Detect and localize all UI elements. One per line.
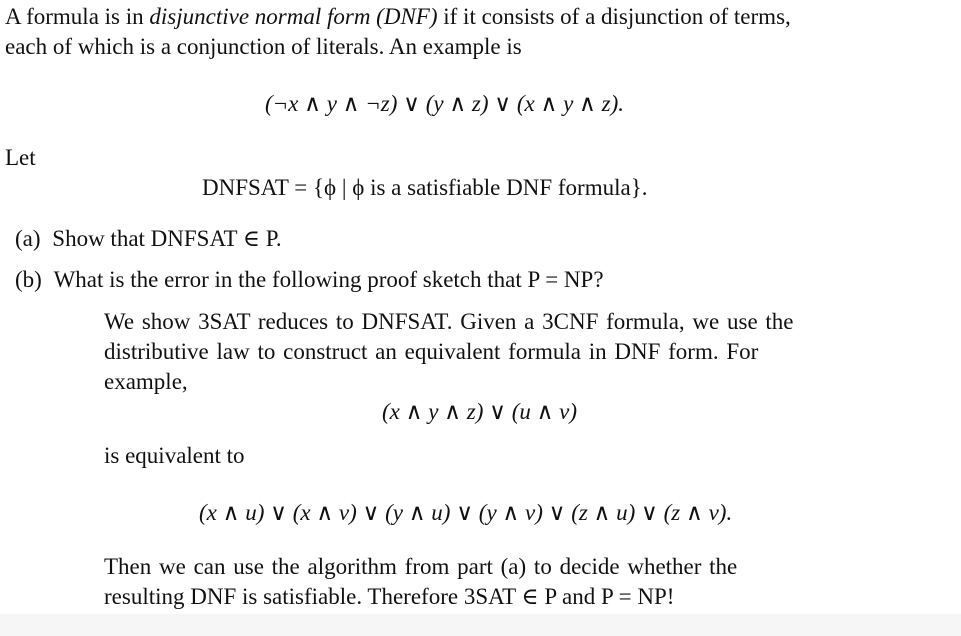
intro-line-1 <box>5 2 791 32</box>
intro-line-1-start: A formula is in <box>5 4 150 29</box>
part-a <box>15 224 282 254</box>
proof-line-5: resulting DNF is satisfiable. Therefore 3SAT ∈ P and P = NP! <box>104 584 675 609</box>
equivalent-text: is equivalent to <box>104 443 245 468</box>
let-label: Let <box>5 145 36 170</box>
dnf-expanded-formula: (x ∧ u) ∨ (x ∧ v) ∨ (y ∧ u) ∨ (y ∧ v) ∨ (z ∧ u) ∨ (z ∧ v). <box>199 500 733 525</box>
page-bottom-band <box>0 614 961 636</box>
dnfsat-definition: DNFSAT = {ϕ | ϕ is a satisfiable DNF formula}. <box>202 175 648 200</box>
intro-line-2: each of which is a conjunction of literals. An example is <box>5 34 522 59</box>
proof-line-4: Then we can use the algorithm from part (a) to decide whether the <box>104 554 738 579</box>
intro-line-1-end: if it consists of a disjunction of terms, <box>437 4 791 29</box>
part-b-label: (b) <box>15 267 42 292</box>
part-a-text: Show that DNFSAT ∈ P. <box>52 226 282 251</box>
example-formula: (¬x ∧ y ∧ ¬z) ∨ (y ∧ z) ∨ (x ∧ y ∧ z). <box>265 91 624 116</box>
proof-line-3: example, <box>104 369 188 394</box>
dnf-term: disjunctive normal form (DNF) <box>149 4 438 29</box>
cnf-example-formula: (x ∧ y ∧ z) ∨ (u ∧ v) <box>382 399 578 424</box>
part-b <box>15 265 604 295</box>
part-a-label: (a) <box>15 226 41 251</box>
proof-line-2: distributive law to construct an equivalent formula in DNF form. For <box>104 339 759 364</box>
proof-line-1: We show 3SAT reduces to DNFSAT. Given a 3CNF formula, we use the <box>104 309 794 334</box>
part-b-text: What is the error in the following proof sketch that P = NP? <box>53 267 604 292</box>
